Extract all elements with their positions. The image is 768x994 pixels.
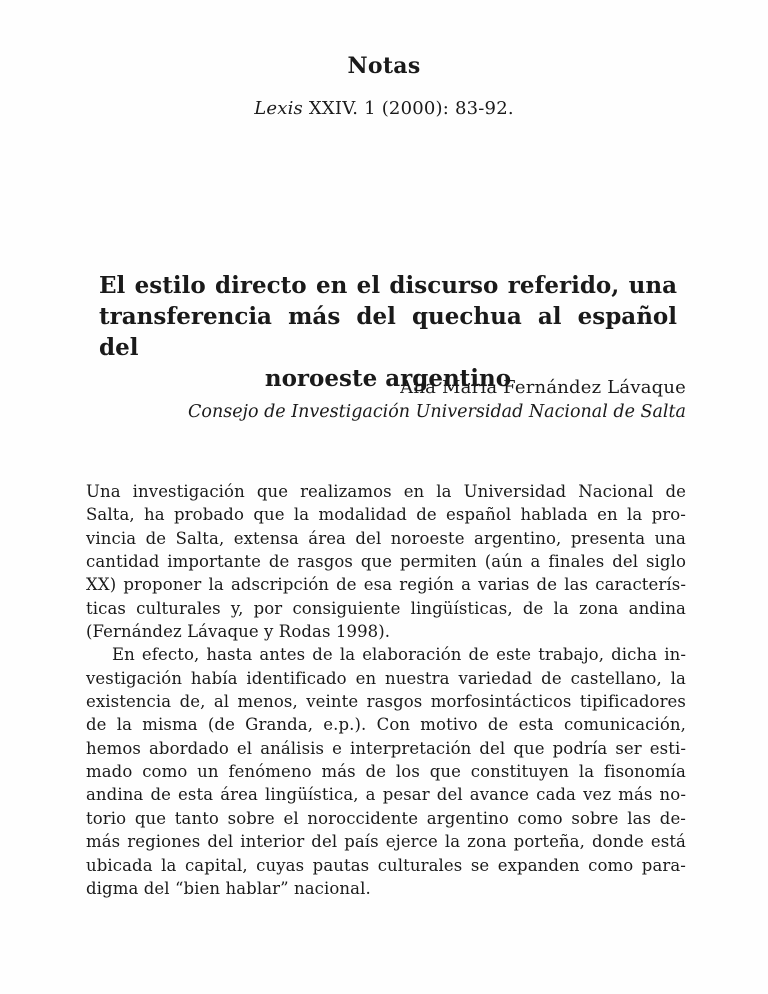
article-body [86, 480, 686, 900]
body-line: hemos abordado el análisis e interpretación del que podría ser esti- [86, 738, 686, 758]
body-line: mado como un fenómeno más de los que constituyen la fisonomía [86, 762, 686, 782]
body-line: ticas culturales y, por consiguiente lingüísticas, de la zona andina [86, 598, 686, 618]
journal-name: Lexis [254, 98, 303, 119]
body-line: ubicada la capital, cuyas pautas culturales se expanden como para- [86, 855, 686, 875]
paragraph [86, 480, 686, 643]
body-line: Salta, ha probado que la modalidad de español hablada en la pro- [86, 505, 686, 525]
paragraph [86, 643, 686, 900]
body-line: Una investigación que realizamos en la Universidad Nacional de [86, 482, 686, 501]
title-line: noroeste argentino [264, 365, 512, 392]
journal-citation [0, 98, 768, 119]
body-line: En efecto, hasta antes de la elaboración de este trabajo, dicha in- [112, 645, 686, 665]
body-line: más regiones del interior del país ejerce la zona porteña, donde está [86, 832, 686, 852]
section-heading: Notas [347, 53, 421, 79]
body-line: vestigación había identificado en nuestra variedad de castellano, la [86, 668, 686, 688]
citation-volume-pages: XXIV. 1 (2000): 83-92. [302, 98, 514, 119]
byline [87, 376, 686, 424]
body-line: andina de esta área lingüística, a pesar del avance cada vez más no- [86, 785, 686, 805]
title-line: transferencia más del quechua al español del [99, 303, 677, 361]
author-name: Ana María Fernández Lávaque [400, 377, 686, 398]
body-line: XX) proponer la adscripción de esa región a varias de las caracterís- [86, 575, 686, 595]
body-line: digma del “bien hablar” nacional. [86, 878, 371, 898]
body-line: de la misma (de Granda, e.p.). Con motivo de esta comunicación, [86, 715, 686, 735]
title-line: El estilo directo en el discurso referido, una [99, 272, 677, 299]
body-line: (Fernández Lávaque y Rodas 1998). [86, 622, 391, 642]
body-line: existencia de, al menos, veinte rasgos morfosintácticos tipificadores [86, 692, 686, 712]
author-affiliation: Consejo de Investigación Universidad Nacional de Salta [188, 402, 686, 422]
body-line: cantidad importante de rasgos que permiten (aún a finales del siglo [86, 552, 686, 572]
body-line: vincia de Salta, extensa área del noroeste argentino, presenta una [86, 528, 686, 548]
body-line: torio que tanto sobre el noroccidente argentino como sobre las de- [86, 808, 686, 828]
